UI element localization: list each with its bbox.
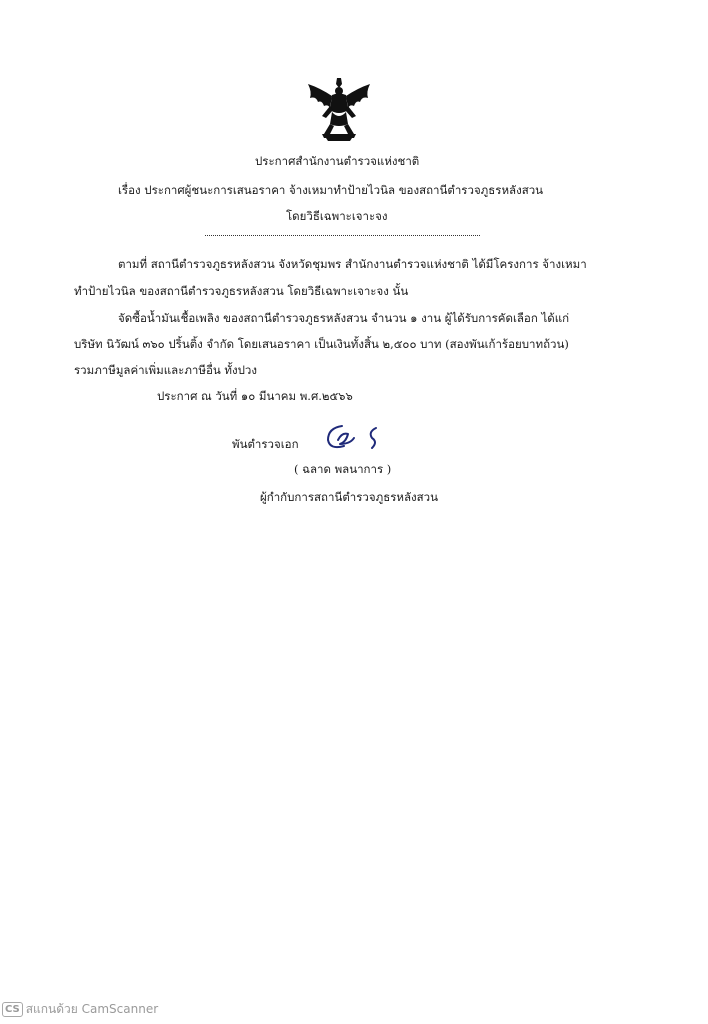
signer-position: ผู้กำกับการสถานีตำรวจภูธรหลังสวน bbox=[260, 490, 438, 504]
subject-line: เรื่อง ประกาศผู้ชนะการเสนอราคา จ้างเหมาทำป้ายไวนิล ของสถานีตำรวจภูธรหลังสวน bbox=[118, 183, 544, 197]
signer-rank: พันตำรวจเอก bbox=[232, 437, 299, 451]
paragraph2-line2: บริษัท นิวัฒน์ ๓๖๐ ปริ้นติ้ง จำกัด โดยเสนอราคา เป็นเงินทั้งสิ้น ๒,๕๐๐ บาท (สองพันเก้าร้อยบาทถ้วน) bbox=[74, 337, 569, 351]
announcement-date: ประกาศ ณ วันที่ ๑๐ มีนาคม พ.ศ.๒๕๖๖ bbox=[157, 389, 353, 403]
camscanner-watermark bbox=[2, 1000, 158, 1019]
agency-heading: ประกาศสำนักงานตำรวจแห่งชาติ bbox=[255, 154, 420, 168]
procurement-method: โดยวิธีเฉพาะเจาะจง bbox=[286, 209, 388, 223]
handwritten-signature bbox=[320, 420, 390, 454]
paragraph1-line2: ทำป้ายไวนิล ของสถานีตำรวจภูธรหลังสวน โดยวิธีเฉพาะเจาะจง นั้น bbox=[74, 284, 409, 298]
garuda-emblem-icon bbox=[302, 76, 376, 142]
paragraph1-line1: ตามที่ สถานีตำรวจภูธรหลังสวน จังหวัดชุมพร สำนักงานตำรวจแห่งชาติ ได้มีโครงการ จ้างเหมา bbox=[118, 257, 587, 271]
divider-dots bbox=[205, 235, 480, 236]
signer-name: ( ฉลาด พลนาการ ) bbox=[294, 462, 392, 476]
camscanner-logo-icon: CS bbox=[2, 1002, 23, 1017]
paragraph2-line3: รวมภาษีมูลค่าเพิ่มและภาษีอื่น ทั้งปวง bbox=[74, 363, 257, 377]
scanner-text: สแกนด้วย CamScanner bbox=[25, 1002, 159, 1016]
paragraph2-line1: จัดซื้อน้ำมันเชื้อเพลิง ของสถานีตำรวจภูธรหลังสวน จำนวน ๑ งาน ผู้ได้รับการคัดเลือก ได้แก่ bbox=[118, 311, 570, 325]
